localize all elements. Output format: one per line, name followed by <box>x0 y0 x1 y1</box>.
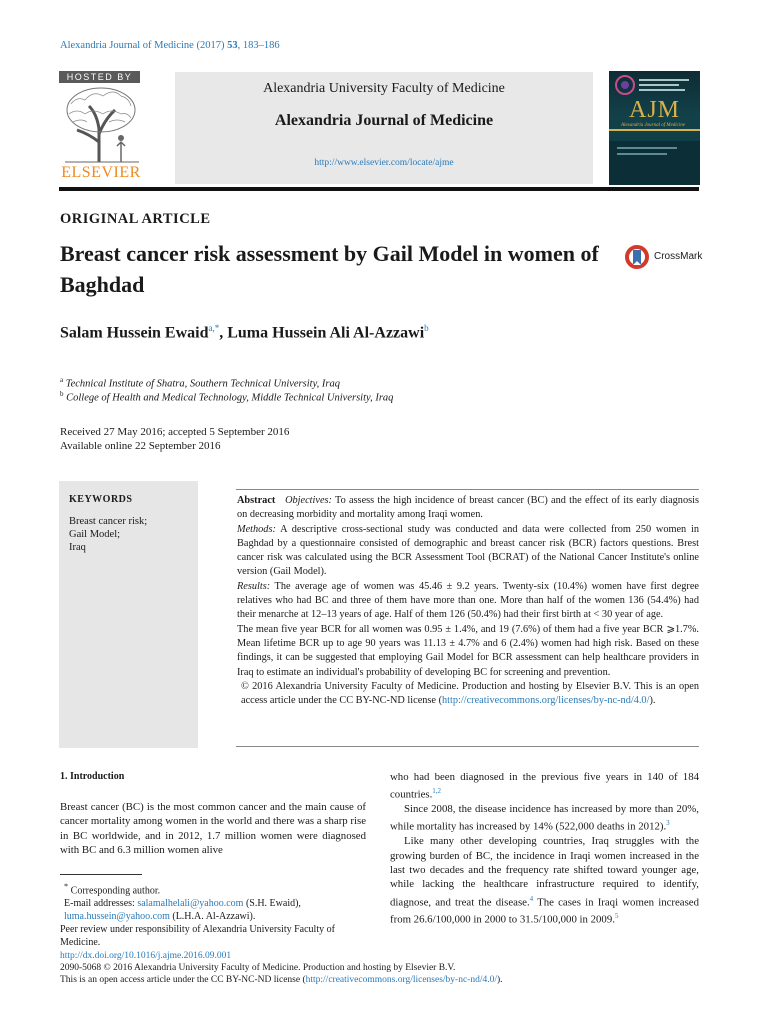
crossmark-button[interactable] <box>624 243 702 271</box>
elsevier-wordmark: ELSEVIER <box>61 164 141 181</box>
keyword-item: Gail Model; <box>69 529 121 540</box>
journal-url-link[interactable]: http://www.elsevier.com/locate/ajme <box>314 158 454 168</box>
cover-art <box>609 71 700 185</box>
author-name: Luma Hussein Ali Al-Azzawi <box>227 324 425 342</box>
keyword-item: Breast cancer risk; <box>69 516 148 527</box>
online-date: Available online 22 September 2016 <box>60 440 221 452</box>
citation-link[interactable]: 3 <box>666 819 670 828</box>
citation-link[interactable]: 1,2 <box>432 787 442 796</box>
citation-link[interactable]: 4 <box>529 894 534 903</box>
doi-link[interactable]: http://dx.doi.org/10.1016/j.ajme.2016.09.001 <box>60 951 232 961</box>
university-name: Alexandria University Faculty of Medicine <box>263 81 505 96</box>
email-link[interactable]: luma.hussein@yahoo.com <box>64 911 170 923</box>
article-type: ORIGINAL ARTICLE <box>60 211 211 227</box>
journal-citation[interactable]: Alexandria Journal of Medicine (2017) 53, 183–186 <box>60 40 280 51</box>
affiliation-a: $^a$ Technical Institute of Shatra, Southern Technical University, Iraq <box>60 376 340 390</box>
cover-title: AJM <box>629 97 681 123</box>
email-link[interactable]: salamalhelali@yahoo.com <box>137 898 244 910</box>
keywords-list <box>69 515 147 554</box>
author-list: Salam Hussein Ewaid$^{a,*}$, Luma Hussein Ali Al-Azzawi$^b$ <box>60 323 429 342</box>
author-affiliation-link[interactable]: a,* <box>208 323 220 333</box>
intro-paragraph: Breast cancer (BC) is the most common cancer and the main cause of cancer mortality among women in the world and there was a sharp rise in BC worldwide, and in 2012, 1.7 million women were diagnosed with BC and 6.3 million women alive <box>60 801 366 856</box>
intro-right-column: who had been diagnosed in the previous five years in 140 of 184 countries.$^{1,2}$ Since 2008, the disease incidence has increased by more than 20%, while mortality has increased by 14% (522,000 deaths in 2012).$^3$ Like many other developing countries, Iraq struggles with the growing burden of BC, the incidence in Iraqi women increased in the last two decades and the frequency rate shifted toward younger age, while lacking the healthcare infrastructure required to identify, diagnose, and treat the disease.$^4$ The cases in Iraqi women increased from 26.6/100,000 in 2000 to 31.5/100,000 in 2009.$^5$ <box>390 771 699 927</box>
journal-cover-image <box>609 71 700 185</box>
crossmark-icon <box>624 243 650 271</box>
cover-subtitle: Alexandria Journal of Medicine <box>621 123 686 128</box>
author-name: Salam Hussein Ewaid <box>60 324 209 342</box>
header-divider <box>59 187 699 191</box>
journal-name: Alexandria Journal of Medicine <box>274 112 494 129</box>
keyword-item: Iraq <box>69 542 86 553</box>
abstract-top-rule <box>236 489 699 490</box>
footnotes: * Corresponding author. E-mail addresses: salamalhelali@yahoo.com (S.H. Ewaid), luma.hussein@yahoo.com (L.H.A. Al-Azzawi). Peer review under responsibility of Alexandria University Faculty of Medicine. <box>60 882 335 949</box>
keywords-heading: KEYWORDS <box>69 494 133 505</box>
received-dates: Received 27 May 2016; accepted 5 September 2016 <box>60 426 290 438</box>
section-heading: 1. Introduction <box>60 771 125 782</box>
article-title: Breast cancer risk assessment by Gail Model in women of Baghdad <box>60 241 599 297</box>
abstract-bottom-rule <box>236 746 699 747</box>
license-link[interactable]: http://creativecommons.org/licenses/by-nc-nd/4.0/ <box>305 975 497 985</box>
license-link[interactable]: http://creativecommons.org/licenses/by-nc-nd/4.0/ <box>442 695 650 707</box>
crossmark-label: CrossMark <box>654 251 703 262</box>
author-affiliation-link[interactable]: b <box>424 323 429 333</box>
affiliation-b: $^b$ College of Health and Medical Technology, Middle Technical University, Iraq <box>60 390 394 404</box>
footnote-rule <box>60 874 142 875</box>
issn-line: 2090-5068 © 2016 Alexandria University Faculty of Medicine. Production and hosting by Elsevier B.V. <box>60 963 456 973</box>
hosted-by-badge: HOSTED BY <box>59 71 140 83</box>
abstract: Abstract Objectives: To assess the high incidence of breast cancer (BC) and the effect of its early diagnosis on decreasing morbidity and mortality among Iraqi women. Methods: A descriptive cross-sectional study was conducted and data were collected from 250 women in Baghdad by a questionnaire consisted of demographic and breast cancer risk (BCR) factors questions. Brest cancer risk was calculated using the BCR Assessment Tool (BCRAT) of the National Cancer Institute's online version (Gail Model). Results: The average age of women was 45.46 ± 9.2 years. Twenty-six (10.4%) women have first degree relatives who had BC and three of them have more than one. More than half of the women 136 (54.4%) had their menarche at 12–13 years of age. Half of them 126 (50.4%) had their first birth at < 30 year of age. The mean five year BCR for all women was 0.95 ± 1.4%, and 19 (7.6%) of them had a five year BCR ⩾1.7%. Mean lifetime BCR up to age 90 years was 11.13 ± 4.7% and 6 (2.4%) women had high risk. Based on these findings, it can be suggested that employing Gail Model for BCR assessment can help healthcare providers in Iraq to estimate an individual's probability of developing BC for screening and prevention. © 2016 Alexandria University Faculty of Medicine. Production and hosting by Elsevier B.V. This is an open access article under the CC BY-NC-ND license (http://creativecommons.org/licenses/by-nc-nd/4.0/). <box>237 495 699 707</box>
open-access-line: This is an open access article under the CC BY-NC-ND license (http://creativecommons.org/licenses/by-nc-nd/4.0/). <box>60 975 503 985</box>
citation-link[interactable]: 5 <box>614 912 619 921</box>
